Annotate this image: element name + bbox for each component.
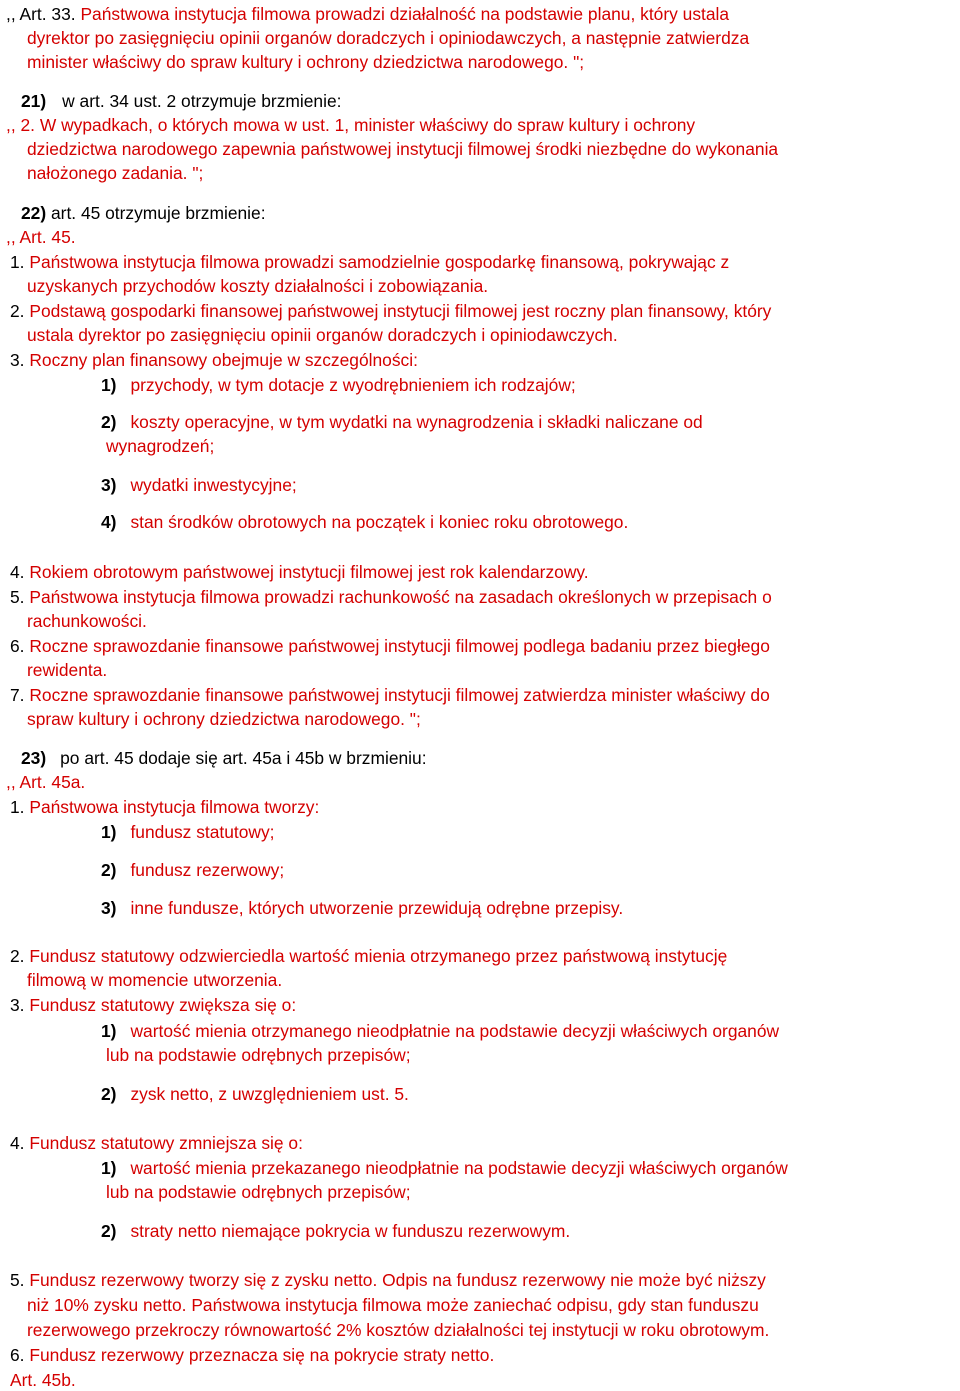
- art-34-ust-2-line-3: nałożonego zadania. ";: [27, 163, 204, 183]
- art-45a-ust-1-item-2: 2) fundusz rezerwowy;: [101, 860, 285, 880]
- art-45a-ust-6: 6. Fundusz rezerwowy przeznacza się na pokrycie straty netto.: [10, 1345, 495, 1365]
- art-45a-ust-4-item-1-line-2: lub na podstawie odrębnych przepisów;: [106, 1182, 411, 1202]
- point-22: 22) art. 45 otrzymuje brzmienie:: [21, 203, 266, 223]
- art-45a-ust-5-line-1: 5. Fundusz rezerwowy tworzy się z zysku netto. Odpis na fundusz rezerwowy nie może być niższy: [10, 1270, 766, 1290]
- art-45a-ust-3-item-1-line-1: 1) wartość mienia otrzymanego nieodpłatnie na podstawie decyzji właściwych organów: [101, 1021, 780, 1041]
- art-45a-ust-2-line-2: filmową w momencie utworzenia.: [27, 970, 283, 990]
- art-45-ust-3-item-3: 3) wydatki inwestycyjne;: [101, 475, 297, 495]
- art-45a-ust-1: 1. Państwowa instytucja filmowa tworzy:: [10, 797, 320, 817]
- art-45a-ust-5-line-2: niż 10% zysku netto. Państwowa instytucja filmowa może zaniechać odpisu, gdy stan funduszu: [27, 1295, 759, 1315]
- art-45-ust-4: 4. Rokiem obrotowym państwowej instytucji filmowej jest rok kalendarzowy.: [10, 562, 589, 582]
- art-45-ust-3-item-1: 1) przychody, w tym dotacje z wyodrębnieniem ich rodzajów;: [101, 375, 576, 395]
- art-45-ust-5-line-1: 5. Państwowa instytucja filmowa prowadzi rachunkowość na zasadach określonych w przepisach o: [10, 587, 772, 607]
- art-45-ust-2-line-1: 2. Podstawą gospodarki finansowej państwowej instytucji filmowej jest roczny plan finansowy, który: [10, 301, 772, 321]
- art-45a-ust-3: 3. Fundusz statutowy zwiększa się o:: [10, 995, 297, 1015]
- art-33-line-3: minister właściwy do spraw kultury i ochrony dziedzictwa narodowego. ";: [27, 52, 585, 72]
- art-34-ust-2-line-2: dziedzictwa narodowego zapewnia państwowej instytucji filmowej środki niezbędne do wykonania: [27, 139, 779, 159]
- art-45a-ust-4: 4. Fundusz statutowy zmniejsza się o:: [10, 1133, 303, 1153]
- art-45-ust-3-item-2-line-2: wynagrodzeń;: [106, 436, 215, 456]
- point-21: 21) w art. 34 ust. 2 otrzymuje brzmienie:: [21, 91, 342, 111]
- art-45-ust-3-item-4: 4) stan środków obrotowych na początek i koniec roku obrotowego.: [101, 512, 629, 532]
- art-45a-ust-3-item-1-line-2: lub na podstawie odrębnych przepisów;: [106, 1045, 411, 1065]
- art-45a-ust-4-item-2: 2) straty netto niemające pokrycia w funduszu rezerwowym.: [101, 1221, 571, 1241]
- art-45-ust-7-line-1: 7. Roczne sprawozdanie finansowe państwowej instytucji filmowej zatwierdza minister właściwy do: [10, 685, 770, 705]
- art-45a-heading: ,, Art. 45a.: [6, 772, 86, 792]
- art-34-ust-2-line-1: ,, 2. W wypadkach, o których mowa w ust. 1, minister właściwy do spraw kultury i ochrony: [6, 115, 696, 135]
- art-33-line-2: dyrektor po zasięgnięciu opinii organów doradczych i opiniodawczych, a następnie zatwierdza: [27, 28, 750, 48]
- art-45-ust-7-line-2: spraw kultury i ochrony dziedzictwa narodowego. ";: [27, 709, 421, 729]
- art-45a-ust-5-line-3: rezerwowego przekroczy równowartość 2% kosztów działalności tej instytucji w roku obrotowym.: [27, 1320, 770, 1340]
- art-45-ust-6-line-2: rewidenta.: [27, 660, 108, 680]
- art-45-ust-3-line-1: 3. Roczny plan finansowy obejmuje w szczególności:: [10, 350, 418, 370]
- art-45-heading: ,, Art. 45.: [6, 227, 76, 247]
- art-45-ust-1-line-1: 1. Państwowa instytucja filmowa prowadzi samodzielnie gospodarkę finansową, pokrywając z: [10, 252, 730, 272]
- art-45-ust-2-line-2: ustala dyrektor po zasięgnięciu opinii organów doradczych i opiniodawczych.: [27, 325, 618, 345]
- art-45a-ust-1-item-1: 1) fundusz statutowy;: [101, 822, 275, 842]
- art-45-ust-1-line-2: uzyskanych przychodów koszty działalności i zobowiązania.: [27, 276, 489, 296]
- art-33-line-1: ,, Art. 33. Państwowa instytucja filmowa prowadzi działalność na podstawie planu, który ustala: [6, 4, 730, 24]
- art-45-ust-5-line-2: rachunkowości.: [27, 611, 147, 631]
- point-23: 23) po art. 45 dodaje się art. 45a i 45b w brzmieniu:: [21, 748, 427, 768]
- art-45a-ust-3-item-2: 2) zysk netto, z uwzględnieniem ust. 5.: [101, 1084, 409, 1104]
- art-45a-ust-2-line-1: 2. Fundusz statutowy odzwierciedla wartość mienia otrzymanego przez państwową instytucję: [10, 946, 728, 966]
- art-45-ust-6-line-1: 6. Roczne sprawozdanie finansowe państwowej instytucji filmowej podlega badaniu przez biegłego: [10, 636, 770, 656]
- art-45a-ust-4-item-1-line-1: 1) wartość mienia przekazanego nieodpłatnie na podstawie decyzji właściwych organów: [101, 1158, 788, 1178]
- art-45b-heading: Art. 45b.: [10, 1370, 76, 1390]
- art-45a-ust-1-item-3: 3) inne fundusze, których utworzenie przewidują odrębne przepisy.: [101, 898, 624, 918]
- art-45-ust-3-item-2-line-1: 2) koszty operacyjne, w tym wydatki na wynagrodzenia i składki naliczane od: [101, 412, 703, 432]
